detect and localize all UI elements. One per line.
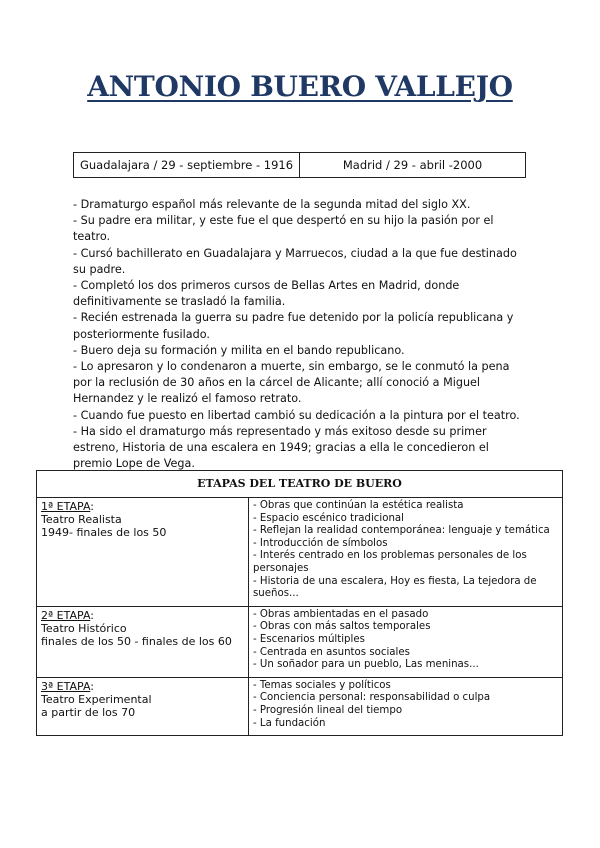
table-heading: ETAPAS DEL TEATRO DE BUERO xyxy=(37,471,563,498)
feature-item: - Introducción de símbolos xyxy=(253,537,388,549)
feature-item: - Temas sociales y políticos xyxy=(253,679,391,691)
stages-table xyxy=(36,470,563,736)
feature-item: - Obras que continúan la estética realista xyxy=(253,500,464,511)
birth-date: Guadalajara / 29 - septiembre - 1916 xyxy=(79,158,294,172)
feature-item: - Historia de una escalera, Hoy es fiesta, La tejedora de sueños... xyxy=(253,575,537,600)
bio-item: - Buero deja su formación y milita en el bando republicano. xyxy=(73,343,405,357)
stage-features xyxy=(249,606,563,677)
feature-item: - Escenarios múltiples xyxy=(253,633,365,645)
bio-item: - Recién estrenada la guerra su padre fue detenido por la policía republicana y posteriormente fusilado. xyxy=(73,311,514,341)
page-title: ANTONIO BUERO VALLEJO xyxy=(87,70,513,103)
stage-features xyxy=(249,677,563,735)
biography xyxy=(73,197,531,472)
bio-item: - Dramaturgo español más relevante de la segunda mitad del siglo XX. xyxy=(73,198,471,211)
feature-item: - Reflejan la realidad contemporánea: lenguaje y temática xyxy=(253,525,550,537)
table-row xyxy=(37,677,563,735)
stage-period: 1949- finales de los 50 xyxy=(41,526,167,539)
stage-cell: 1ª ETAPA: Teatro Realista 1949- finales de los 50 xyxy=(37,498,249,607)
death-date: Madrid / 29 - abril -2000 xyxy=(299,153,525,177)
stage-label: 2ª ETAPA xyxy=(41,608,91,622)
stage-cell: 2ª ETAPA: Teatro Histórico finales de los 50 - finales de los 60 xyxy=(37,606,249,677)
dates-box xyxy=(73,152,526,178)
stage-name: Teatro Histórico xyxy=(41,621,127,635)
feature-item: - Progresión lineal del tiempo xyxy=(253,704,403,716)
stage-name: Teatro Experimental xyxy=(41,692,152,706)
table-row xyxy=(37,606,563,677)
bio-item: - Completó los dos primeros cursos de Bellas Artes en Madrid, donde definitivamente se trasladó la familia. xyxy=(73,279,460,309)
stage-period: a partir de los 70 xyxy=(41,705,136,719)
feature-item: - Interés centrado en los problemas personales de los personajes xyxy=(253,550,527,574)
stage-cell: 3ª ETAPA: Teatro Experimental a partir de los 70 xyxy=(37,677,249,735)
bio-item: - Lo apresaron y lo condenaron a muerte, sin embargo, se le conmutó la pena por la reclusión de 30 años en la cárcel de Alicante; allí conoció a Miguel Hernandez y le realizó el famoso retrato. xyxy=(73,360,510,406)
bio-item: - Cursó bachillerato en Guadalajara y Marruecos, ciudad a la que fue destinado su padre. xyxy=(73,246,517,276)
stage-label: 1ª ETAPA xyxy=(41,500,91,513)
stage-name: Teatro Realista xyxy=(41,513,122,526)
feature-item: - Obras con más saltos temporales xyxy=(253,621,431,633)
feature-item: - Centrada en asuntos sociales xyxy=(253,646,410,658)
bio-item: - Ha sido el dramaturgo más representado y más exitoso desde su primer estreno, Historia de una escalera en 1949; gracias a ella le concedieron el premio Lope de Vega. xyxy=(73,424,489,471)
bio-item: - Su padre era militar, y este fue el que despertó en su hijo la pasión por el teatro. xyxy=(73,214,494,244)
table-header-row xyxy=(37,471,563,498)
stage-label: 3ª ETAPA xyxy=(41,679,91,693)
feature-item: - Obras ambientadas en el pasado xyxy=(253,608,429,620)
feature-item: - La fundación xyxy=(253,717,326,729)
feature-item: - Un soñador para un pueblo, Las meninas... xyxy=(253,659,479,671)
table-row xyxy=(37,498,563,607)
feature-item: - Espacio escénico tradicional xyxy=(253,512,404,524)
stage-period: finales de los 50 - finales de los 60 xyxy=(41,634,232,648)
bio-item: - Cuando fue puesto en libertad cambió su dedicación a la pintura por el teatro. xyxy=(73,408,520,422)
feature-item: - Conciencia personal: responsabilidad o culpa xyxy=(253,692,491,704)
stage-features xyxy=(249,498,563,607)
